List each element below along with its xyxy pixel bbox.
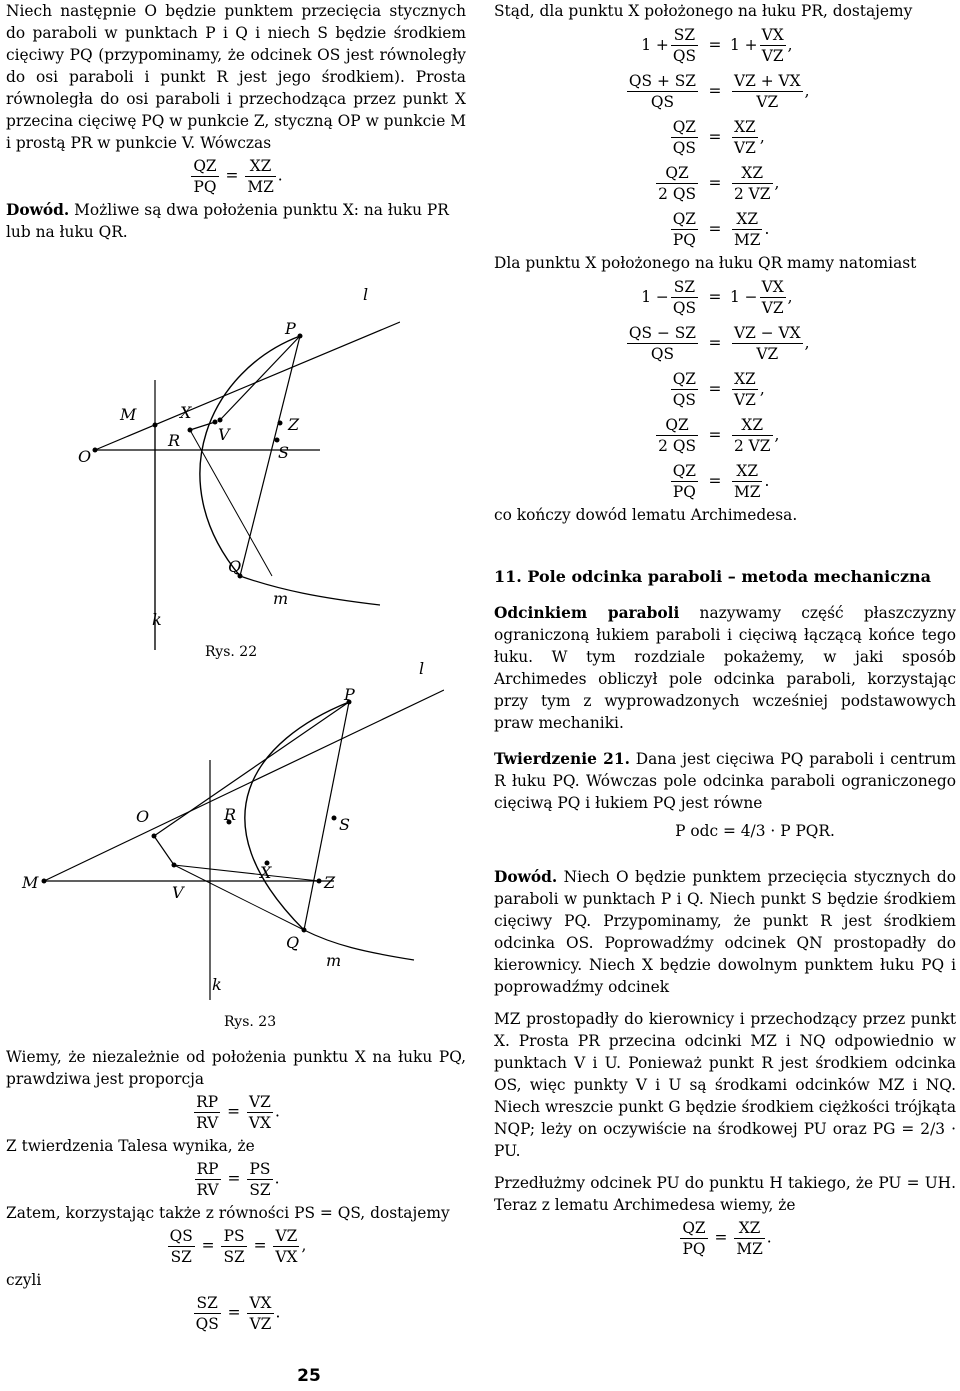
dla-qr-paragraph: Dla punktu X położonego na łuku QR mamy natomiast <box>494 254 917 272</box>
case2-row-2: $\frac{QZ}{QS}$ = $\frac{XZ}{VZ}$ , <box>672 369 765 409</box>
after-fig-paragraph: Wiemy, że niezależnie od położenia punktu X na łuku PQ, prawdziwa jest proporcja <box>6 1048 466 1088</box>
konczy-paragraph: co kończy dowód lematu Archimedesa. <box>494 506 798 524</box>
case1-row-4: $\frac{QZ}{PQ}$ = $\frac{XZ}{MZ}$ . <box>672 209 770 249</box>
equation-last: $\frac{SZ}{QS}$ = $\frac{VX}{VZ}$ . <box>195 1294 281 1333</box>
label-Q: Q <box>228 557 242 576</box>
section-title: 11. Pole odcinka paraboli – metoda mechaniczna <box>494 567 932 586</box>
case2-row-4: $\frac{QZ}{PQ}$ = $\frac{XZ}{MZ}$ . <box>672 461 770 501</box>
label-O: O <box>78 447 92 466</box>
proof-paragraph: Dowód. Możliwe są dwa położenia punktu X: na łuku PR lub na łuku QR. <box>6 201 449 241</box>
case1-row-0: 1 + $\frac{SZ}{QS}$ = 1 + $\frac{VX}{VZ}$ , <box>641 25 793 65</box>
label-V: V <box>172 883 184 902</box>
label-P: P <box>285 319 296 338</box>
label-M: M <box>120 405 137 424</box>
proof-paragraph-right: Dowód. Niech O będzie punktem przecięcia stycznych do paraboli w punktach P i Q. Niech punkt S będzie środkiem cięciwy PQ. Przypominamy, że punkt R jest środkiem odcinka OS. Poprowadźmy odcinek QN prostopadły do kierownicy. Niech X będzie dowolnym punktem łuku PQ i poprowadźmy odcinek <box>494 868 956 996</box>
theorem-formula: P odc = 4/3 · P PQR. <box>675 822 835 840</box>
case2-derivation <box>494 274 956 504</box>
right-column <box>494 0 956 1261</box>
equation-chain: $\frac{QS}{SZ}$ = $\frac{PS}{SZ}$ = $\frac{VZ}{VX}$ , <box>169 1227 307 1266</box>
case2-row-1: $\frac{QS - SZ}{QS}$ = $\frac{VZ - VX}{VZ}$ , <box>628 323 810 363</box>
label-Q: Q <box>286 933 300 952</box>
page-number: 25 <box>297 1366 321 1386</box>
label-l: l <box>363 285 369 304</box>
left-column-bottom <box>6 1046 466 1336</box>
label-Z: Z <box>324 873 336 892</box>
left-column <box>6 0 466 243</box>
equation-qz-pq: $\frac{QZ}{PQ}$ = $\frac{XZ}{MZ}$ . <box>193 157 283 196</box>
label-S: S <box>278 443 289 462</box>
proof-paragraph-right-2: MZ prostopadły do kierownicy i przechodzący przez punkt X. Prosta PR przecina odcinki MZ i NQ odpowiednio w punktach V i U. Ponieważ punkt R jest środkiem odcinka OS, więc punkty V i U są środkami odcinków MZ i NQ. Niech wreszcie punkt G będzie środkiem ciężkości trójkąta NQP; leży on oczywiście na środkowej PU oraz PG = 2/3 · PU. <box>494 1010 956 1160</box>
label-Z: Z <box>288 415 300 434</box>
label-m: m <box>273 589 289 608</box>
label-k: k <box>212 975 222 994</box>
caption-23: Rys. 23 <box>224 1014 277 1030</box>
label-P: P <box>344 685 355 704</box>
proof-label: Dowód. <box>6 201 70 219</box>
label-R: R <box>224 805 237 824</box>
label-R: R <box>168 431 181 450</box>
label-m: m <box>326 951 342 970</box>
definition-paragraph: Odcinkiem paraboli nazywamy część płaszczyzny ograniczoną łukiem paraboli i cięciwą łączącą końce tego łuku. W tym rozdziale pokażemy, w jaki sposób Archimedes obliczył pole odcinka paraboli, korzystając przy tym z wyprowadzonych wcześniej podstawowych praw mechaniki. <box>494 604 956 732</box>
czyli-paragraph: czyli <box>6 1271 42 1289</box>
proof-paragraph-right-3: Przedłużmy odcinek PU do punktu H takiego, że PU = UH. Teraz z lematu Archimedesa wiemy, że <box>494 1174 956 1214</box>
theorem-paragraph: Twierdzenie 21. Dana jest cięciwa PQ paraboli i centrum R łuku PQ. Wówczas pole odcinka paraboli ograniczonego cięciwą PQ i łukiem PQ jest równe <box>494 750 956 812</box>
case2-row-0: 1 − $\frac{SZ}{QS}$ = 1 − $\frac{VX}{VZ}$ , <box>641 277 793 317</box>
label-S: S <box>339 815 350 834</box>
case2-row-3: $\frac{QZ}{2 QS}$ = $\frac{XZ}{2 VZ}$ , <box>658 415 780 455</box>
caption-22: Rys. 22 <box>205 644 258 660</box>
label-k: k <box>152 610 162 629</box>
case1-row-1: $\frac{QS + SZ}{QS}$ = $\frac{VZ + VX}{VZ}$ , <box>628 71 810 111</box>
case1-row-2: $\frac{QZ}{QS}$ = $\frac{XZ}{VZ}$ , <box>672 117 765 157</box>
stad-paragraph: Stąd, dla punktu X położonego na łuku PR, dostajemy <box>494 2 913 20</box>
talesa-paragraph: Z twierdzenia Talesa wynika, że <box>6 1137 255 1155</box>
label-O: O <box>136 807 150 826</box>
label-X: X <box>260 863 272 882</box>
equation-rp-ps: $\frac{RP}{RV}$ = $\frac{PS}{SZ}$ . <box>196 1160 280 1199</box>
label-M: M <box>22 873 39 892</box>
label-l: l <box>419 660 425 678</box>
label-X: X <box>180 403 192 422</box>
equation-rp-rv: $\frac{RP}{RV}$ = $\frac{VZ}{VX}$ . <box>196 1093 280 1132</box>
case1-derivation <box>494 22 956 252</box>
intro-paragraph: Niech następnie O będzie punktem przecięcia stycznych do paraboli w punktach P i Q i niech S będzie środkiem cięciwy PQ (przypominamy, że odcinek OS jest równoległy do osi paraboli i punkt R jest jego środkiem). Prosta równoległa do osi paraboli i przechodząca przez punkt X przecina cięciwę PQ w punkcie Z, styczną OP w punkcie M i prostą PR w punkcie V. Wówczas <box>6 2 466 152</box>
figure-23 <box>14 660 444 1040</box>
case1-row-3: $\frac{QZ}{2 QS}$ = $\frac{XZ}{2 VZ}$ , <box>658 163 780 203</box>
label-V: V <box>218 425 230 444</box>
equation-final: $\frac{QZ}{PQ}$ = $\frac{XZ}{MZ}$ . <box>682 1219 772 1258</box>
zatem-paragraph: Zatem, korzystając także z równości PS = QS, dostajemy <box>6 1204 450 1222</box>
figure-22 <box>60 280 400 660</box>
